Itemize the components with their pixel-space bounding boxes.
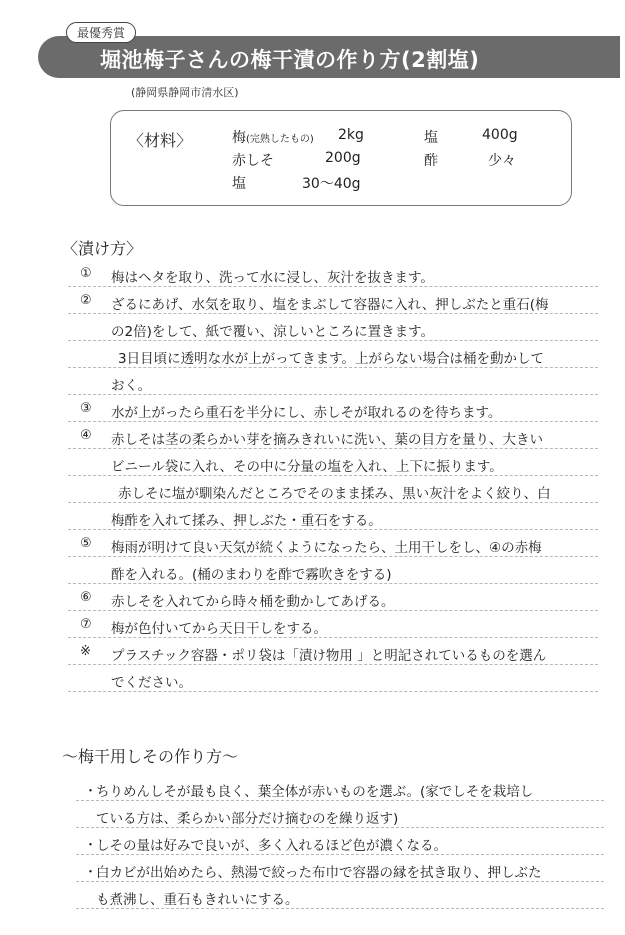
method-row-text: おく。 [111,378,152,394]
ingredient-shiso-qty: 200g [325,150,361,166]
method-row-text: プラスチック容器・ポリ袋は「漬け物用 」と明記されているものを選ん [111,648,547,664]
shiso-row-text: 白カビが出始めたら、熱湯で絞った布巾で容器の縁を拭き取り、押しぶた [96,865,542,881]
method-row-text: 梅雨が明けて良い天気が続くようになったら、土用干しをし、④の赤梅 [111,540,542,556]
ingredient-ume-qty: 2kg [338,127,364,143]
shiso-row-marker: ・ [84,838,98,853]
method-row-text: 梅が色付いてから天日干しをする。 [111,621,327,637]
method-row-marker: ① [80,266,92,281]
method-row-text: 酢を入れる。(桶のまわりを酢で霧吹きをする) [111,567,392,583]
ingredient-vinegar-name: 酢 [424,153,438,169]
method-row-marker: ⑤ [80,536,92,551]
ingredient-ume-note: (完熟したもの) [246,134,314,145]
method-row-text: 梅はヘタを取り、洗って水に浸し、灰汁を抜きます。 [111,270,434,286]
method-row-text: 梅酢を入れて揉み、押しぶた・重石をする。 [111,513,382,529]
shiso-row-text: ている方は、柔らかい部分だけ摘むのを繰り返す) [96,811,399,827]
shiso-row-text: も煮沸し、重石もきれいにする。 [96,892,299,908]
method-row-text: 3日目頃に透明な水が上がってきます。上がらない場合は桶を動かして [118,351,545,367]
method-row-text: 赤しそに塩が馴染んだところでそのまま揉み、黒い灰汁をよく絞り、白 [118,486,551,502]
award-badge: 最優秀賞 [66,22,136,43]
ingredient-salt-name: 塩 [424,130,438,146]
method-row-marker: ⑥ [80,590,92,605]
method-row-text: 赤しそは茎の柔らかい芽を摘みきれいに洗い、葉の目方を量り、大きい [111,432,543,448]
method-row-text: でください。 [111,675,192,691]
method-row-text: の2倍)をして、紙で覆い、涼しいところに置きます。 [111,324,435,340]
shiso-row-marker: ・ [84,865,98,880]
shiso-row-text: ちりめんしそが最も良く、葉全体が赤いものを選ぶ。(家でしそを栽培し [96,784,534,800]
method-row-marker: ② [80,293,92,308]
method-row-text: ざるにあげ、水気を取り、塩をまぶして容器に入れ、押しぶたと重石(梅 [111,297,549,313]
ingredient-salt2-name: 塩 [232,176,246,192]
ingredient-salt2-qty: 30〜40g [302,176,361,192]
ingredient-vinegar-qty: 少々 [488,153,516,169]
ingredient-shiso-name: 赤しそ [232,153,274,169]
method-row-marker: ③ [80,401,92,416]
method-row-marker: ④ [80,428,92,443]
ingredient-ume [232,127,314,147]
method-row-text: 赤しそを入れてから時々桶を動かしてあげる。 [111,594,395,610]
method-row-text: ビニール袋に入れ、その中に分量の塩を入れ、上下に振ります。 [111,459,503,475]
shiso-heading: 〜梅干用しその作り方〜 [62,747,239,766]
shiso-row-text: しその量は好みで良いが、多く入れるほど色が濃くなる。 [96,838,447,854]
location-label: (静岡県静岡市清水区) [131,86,239,99]
ingredient-salt-qty: 400g [482,127,518,143]
shiso-row-marker: ・ [84,784,98,799]
method-row-text: 水が上がったら重石を半分にし、赤しそが取れるのを待ちます。 [111,405,502,421]
ingredient-ume-name: 梅 [232,130,246,146]
method-row-marker: ⑦ [80,617,92,632]
page-title: 堀池梅子さんの梅干漬の作り方(2割塩) [100,48,480,72]
ingredients-heading: 〈材料〉 [128,131,193,150]
method-row-marker: ※ [80,644,91,659]
method-heading: 〈漬け方〉 [62,239,143,258]
